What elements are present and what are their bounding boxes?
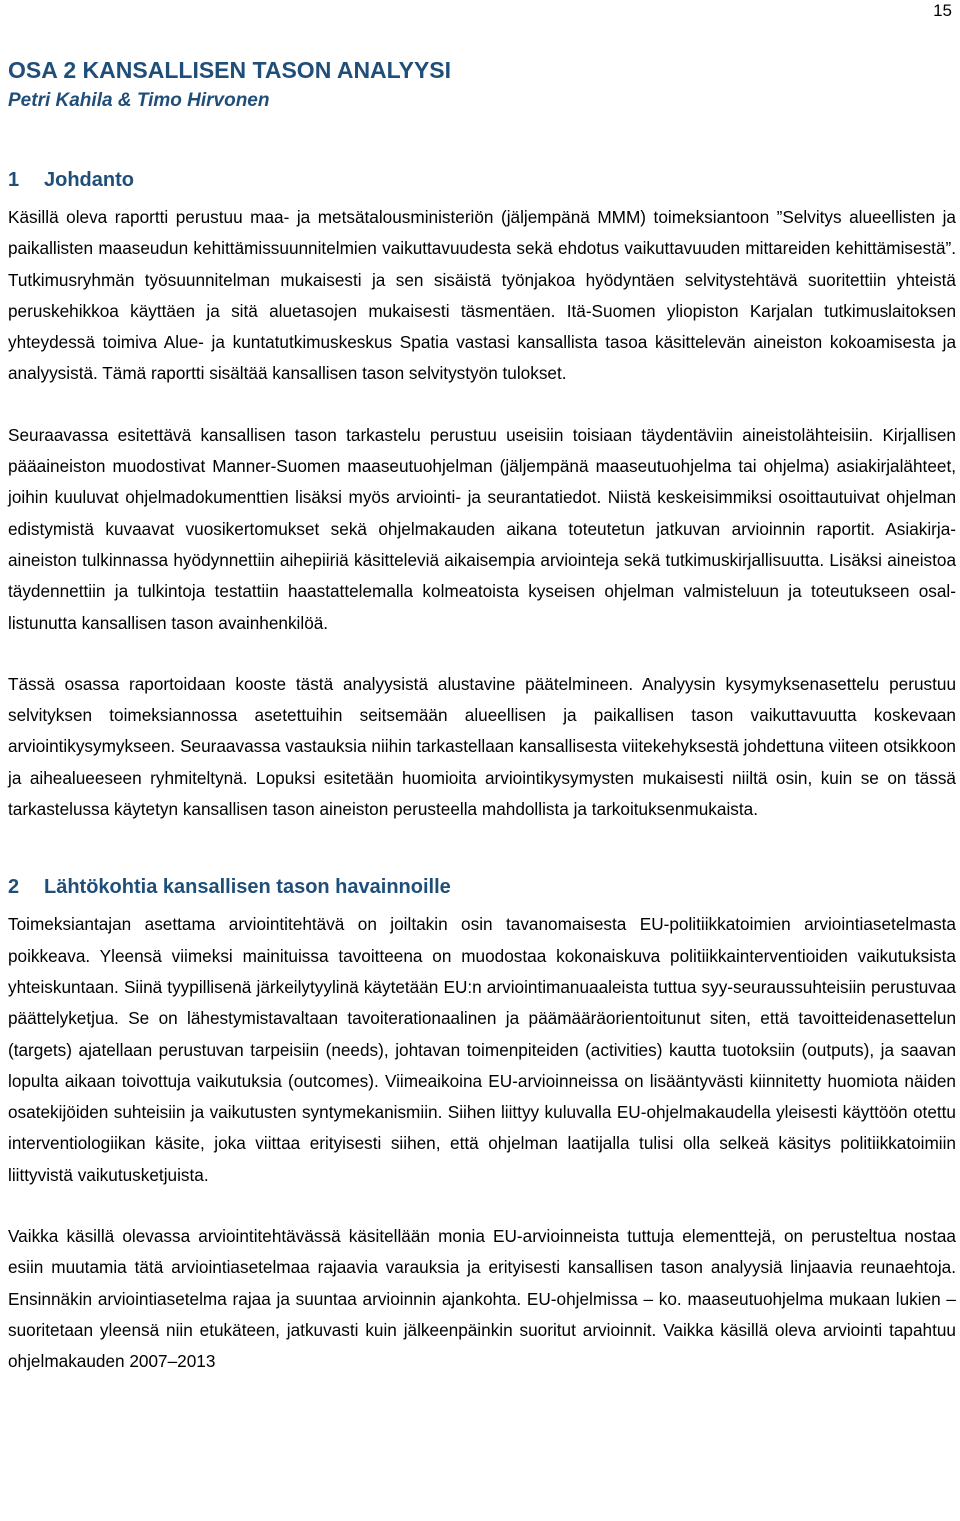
section-heading-2 [8, 873, 956, 901]
document-body [8, 54, 956, 1378]
paragraph: Seuraavassa esitettävä kansallisen tason tarkastelu perustuu useisiin toisiaan täydentäviin aineistolähteisiin. Kirjallisen pääaineiston muodostivat Manner-Suomen maaseutuohjelman (jäljempänä maaseutuohjelma tai ohjelma) asiakirjalähteet, joihin kuuluvat ohjelmadokumenttien lisäksi myös arviointi- ja seurantatiedot. Niistä keskeisimmiksi osoittautuivat ohjelman edistymistä kuvaavat vuosikertomukset sekä ohjelmakauden aikana toteutetun jatkuvan arvioinnin raportit. Asiakirja-aineiston tulkinnassa hyödynnettiin aihepiiriä käsitteleviä aikaisempia arviointeja sekä tutkimuskirjallisuutta. Lisäksi aineistoa täydennettiin ja tulkintoja testattiin haastattelemalla kolmeatoista kyseisen ohjelman valmisteluun ja toteutukseen osallistunutta kansallisen tason avainhenkilöä. [8, 424, 956, 633]
paragraph: Vaikka käsillä olevassa arviointitehtävässä käsitellään monia EU-arvioinneista tuttuja elementtejä, on perusteltua nostaa esiin muutamia tätä arviointiasetelmaa rajaavia varauksia ja erityisesti kansallisen tason analyysiä linjaavia reunaehtoja. Ensinnäkin arviointiasetelma rajaa ja suuntaa arvioinnin ajankohta. EU-ohjelmissa – ko. maaseutuohjelma mukaan lukien – suoritetaan yleensä niin etukäteen, jatkuvasti kuin jälkeenpäinkin suoritut arvioinnit. Vaikka käsillä oleva arviointi tapahtuu ohjelmakauden 2007–2013 [8, 1226, 956, 1372]
section-title: Lähtökohtia kansallisen tason havainnoille [44, 876, 451, 899]
part-title: OSA 2 KANSALLISEN TASON ANALYYSI [8, 57, 452, 83]
section-heading-1 [8, 166, 956, 194]
section-number: 2 [8, 876, 20, 899]
section-title: Johdanto [44, 169, 134, 191]
paragraph: Toimeksiantajan asettama arviointitehtävä on joiltakin osin tavanomaisesta EU-politiikkatoimien arviointiasetelmasta poikkeava. Yleensä viimeksi mainituissa tavoitteena on muodostaa kokonaiskuva politiikkainterventioiden vaikutuksista yhteiskuntaan. Siinä tyypillisenä järkeilytyylinä käytetään EU:n arviointimanuaaleista tuttua syy-seuraussuhteisiin perustuvaa päättelyketjua. Se on lähestymistavaltaan tavoiterationaalinen ja päämääräorientoitunut siten, että tavoitteidenasettelun (targets) ajatellaan perustuvan tarpeisiin (needs), johtavan toimenpiteiden (activities) kautta tuotoksiin (outputs), ja saavan lopulta aikaan toivottuja vaikutuksia (outcomes). Viimeaikoina EU-arvioinneissa on lisääntyvästi kiinnitetty huomiota näiden osatekijöiden suhteisiin ja vaikutusten syntymekanismiin. Siihen liittyy kuluvalla EU-ohjelmakaudella yleisesti käyttöön otettu interventiologiikan käsite, joka viittaa erityisesti siihen, että ohjelman laatijalla tulisi olla selkeä käsitys politiikkatoimiin liittyvistä vaikutusketjuista. [8, 914, 956, 1185]
section-number: 1 [8, 169, 20, 191]
authors: Petri Kahila & Timo Hirvonen [8, 90, 270, 111]
page-number: 15 [933, 1, 952, 20]
paragraph: Käsillä oleva raportti perustuu maa- ja metsätalousministeriön (jäljempänä MMM) toimeksiantoon ”Selvitys alueellisten ja paikallisten maaseudun kehittämissuunnitelmien vaikuttavuudesta sekä ehdotus vaikuttavuuden mittareiden kehittämisestä”. Tutkimusryhmän työsuunnitelman mukaisesti ja sen sisäistä työnjakoa hyödyntäen selvitystehtävä suoritettiin yhteistä peruskehikkoa käyttäen ja sitä aluetasojen mukaisesti täsmentäen. Itä-Suomen yliopiston Karjalan tutkimuslaitoksen yhteydessä toimiva Alue- ja kuntatutkimuskeskus Spatia vastasi kansallista tasoa käsittelevän aineiston kokoamisesta ja analyysistä. Tämä raportti sisältää kansallisen tason selvitystyön tulokset. [8, 207, 956, 384]
paragraph: Tässä osassa raportoidaan kooste tästä analyysistä alustavine päätelmineen. Analyysin kysymyksenasettelu perustuu selvityksen toimeksiannossa asetettuihin seitsemään alueellisen ja paikallisen tason vaikuttavuutta koskevaan arviointikysymykseen. Seuraavassa vastauksia niihin tarkastellaan kansallisesta viitekehyksestä johdettuna viiteen otsikkoon ja aihealueeseen ryhmiteltynä. Lopuksi esitetään huomioita arviointikysymysten mukaisesti niiltä osin, kuin se on tässä tarkastelussa käytetyn kansallisen tason aineiston perusteella mahdollista ja tarkoituksenmukaista. [8, 673, 956, 820]
